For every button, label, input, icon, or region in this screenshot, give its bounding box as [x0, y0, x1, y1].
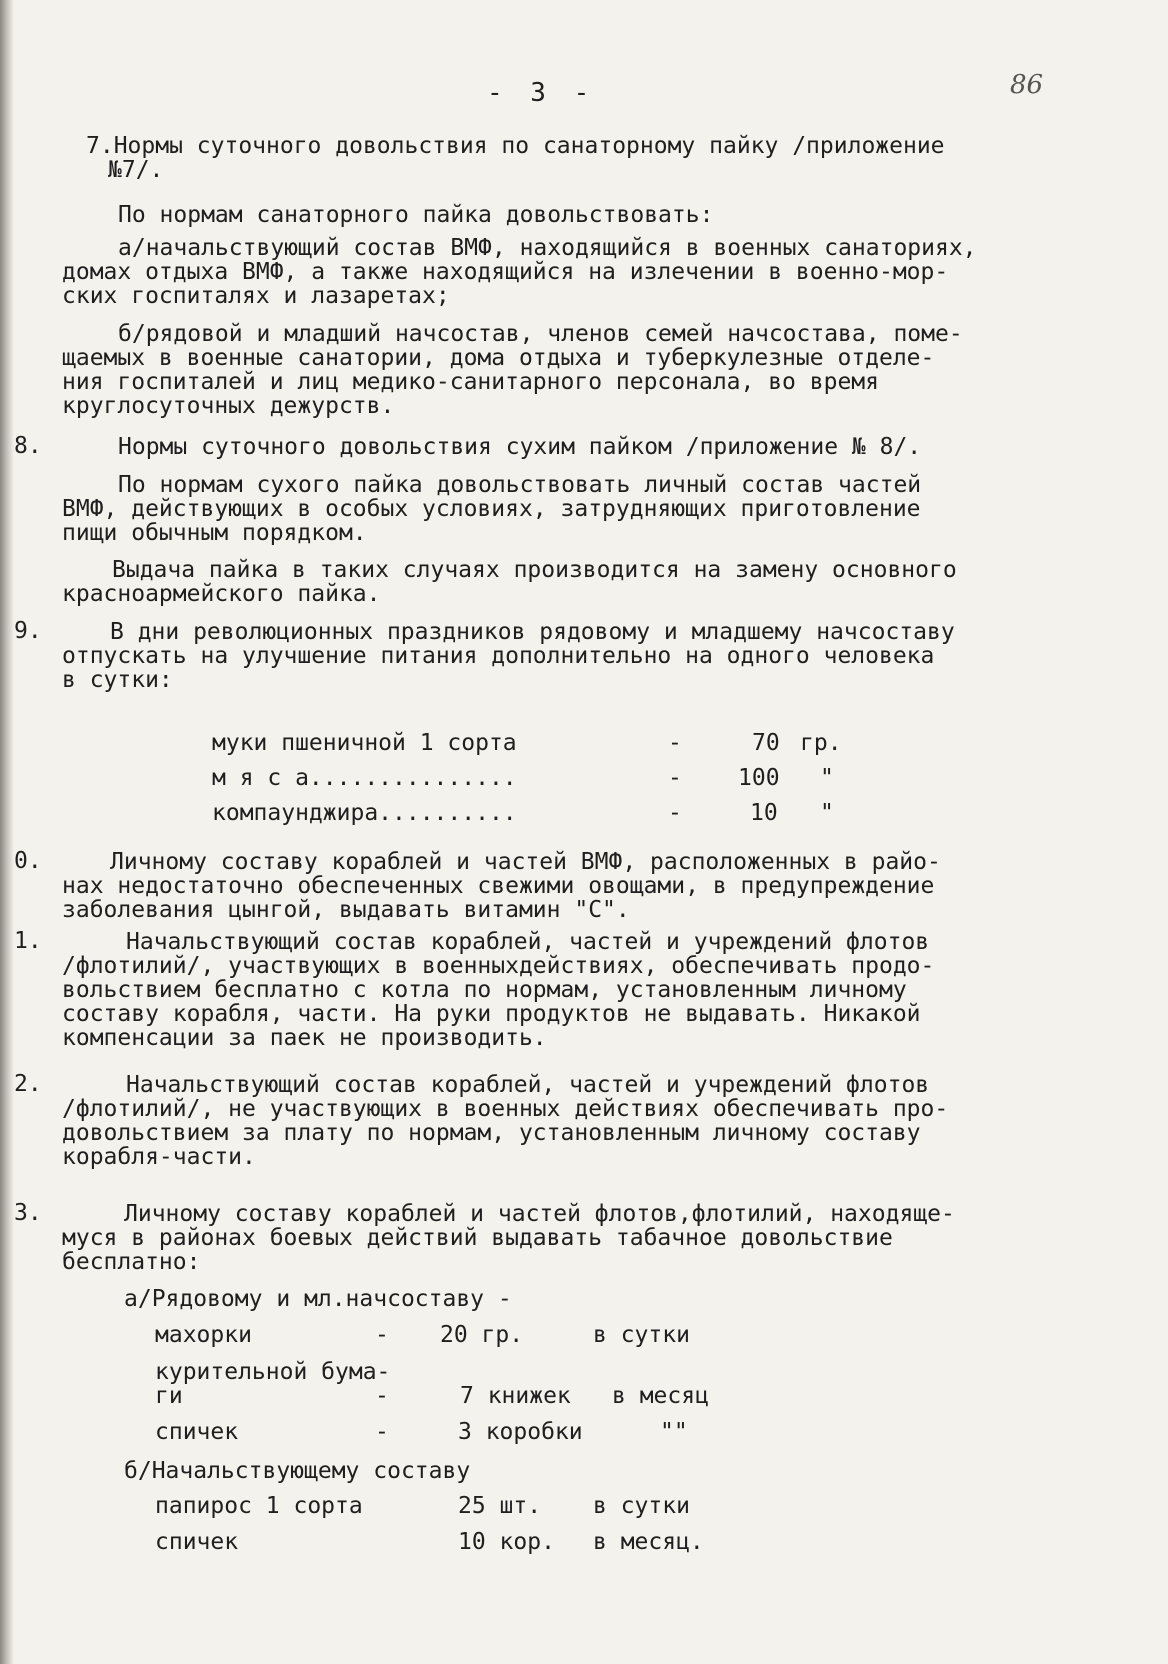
section-7-b-line-4: круглосуточных дежурств.: [62, 393, 395, 419]
item-unit: гр.: [800, 730, 842, 756]
section-11-line-2: /флотилий/, участвующих в военныхдействиях, обеспечивать продо-: [62, 953, 935, 979]
section-12-line-2: /флотилий/, не участвующих в военных действиях обеспечивать про-: [62, 1096, 949, 1122]
section-8-text-line-2: ВМФ, действующих в особых условиях, затрудняющих приготовление: [62, 496, 921, 522]
section-12-line-1: Начальствующий состав кораблей, частей и учреждений флотов: [126, 1072, 930, 1098]
section-10-line-1: Личному составу кораблей и частей ВМФ, расположенных в райо-: [110, 849, 941, 875]
item-name: курительной бума-: [155, 1359, 391, 1385]
section-7-title-line-1: 7.Нормы суточного довольствия по санаторному пайку /приложение: [86, 133, 945, 159]
section-11-number: 1.: [14, 928, 42, 954]
page-header: [0, 70, 1168, 112]
item-name: папирос 1 сорта: [155, 1493, 363, 1519]
section-12-number: 2.: [14, 1071, 42, 1097]
item-amount: 25 шт.: [458, 1493, 542, 1519]
item-name: муки пшеничной 1 сорта: [212, 730, 517, 756]
section-8-text2-line-1: Выдача пайка в таких случаях производится на замену основного: [112, 557, 957, 583]
item-amount: 10 кор.: [458, 1529, 555, 1555]
item-period: в сутки: [593, 1322, 690, 1348]
section-12-line-3: довольствием за плату по нормам, установленным личному составу: [62, 1120, 921, 1146]
item-qty: 70: [752, 730, 780, 756]
section-11-line-5: компенсации за паек не производить.: [62, 1025, 547, 1051]
item-qty: 100: [738, 765, 780, 791]
section-9-line-3: в сутки:: [62, 667, 173, 693]
item-dash: -: [375, 1322, 389, 1348]
item-unit: ": [820, 800, 834, 826]
item-period: в месяц.: [593, 1529, 704, 1555]
section-11-line-3: вольствием бесплатно с котла по нормам, установленным личному: [62, 977, 907, 1003]
item-name-continued: ги: [155, 1383, 183, 1409]
section-9-number: 9.: [14, 618, 42, 644]
section-8-number: 8.: [14, 433, 42, 459]
item-name: м я с а...............: [212, 765, 517, 791]
section-7-a-line-1: а/начальствующий состав ВМФ, находящийся в военных санаториях,: [118, 235, 977, 261]
section-13-line-2: муся в районах боевых действий выдавать табачное довольствие: [62, 1225, 893, 1251]
section-7-a-line-3: ских госпиталях и лазаретах;: [62, 283, 450, 309]
item-dash: -: [668, 800, 682, 826]
section-8-title: Нормы суточного довольствия сухим пайком /приложение № 8/.: [118, 434, 922, 460]
section-7-intro: По нормам санаторного пайка довольствовать:: [118, 202, 714, 228]
section-7-b-line-3: ния госпиталей и лиц медико-санитарного персонала, во время: [62, 369, 879, 395]
archive-sheet-number: 86: [1010, 70, 1044, 100]
section-7-a-line-2: домах отдыха ВМФ, а также находящийся на излечении в военно-мор-: [62, 259, 949, 285]
item-amount: 20 гр.: [440, 1322, 524, 1348]
section-13-number: 3.: [14, 1200, 42, 1226]
item-name: спичек: [155, 1529, 239, 1555]
section-7-b-line-2: щаемых в военные санатории, дома отдыха и туберкулезные отделе-: [62, 345, 935, 371]
item-dash: -: [375, 1419, 389, 1445]
binding-edge: [0, 0, 14, 1664]
item-amount: 7 книжек: [460, 1383, 571, 1409]
section-12-line-4: корабля-части.: [62, 1144, 256, 1170]
item-name: компаунджира..........: [212, 800, 517, 826]
section-10-line-2: нах недостаточно обеспеченных свежими овощами, в предупреждение: [62, 873, 935, 899]
item-dash: -: [668, 730, 682, 756]
item-unit: ": [820, 765, 834, 791]
item-period: в сутки: [593, 1493, 690, 1519]
item-dash: -: [375, 1383, 389, 1409]
item-name: махорки: [155, 1322, 252, 1348]
section-8-text2-line-2: красноармейского пайка.: [62, 581, 381, 607]
section-13-line-3: бесплатно:: [62, 1249, 201, 1275]
section-11-line-1: Начальствующий состав кораблей, частей и учреждений флотов: [126, 929, 930, 955]
item-name: спичек: [155, 1419, 239, 1445]
item-period: "": [660, 1419, 688, 1445]
section-10-line-3: заболевания цынгой, выдавать витамин "С".: [62, 897, 630, 923]
section-8-text-line-3: пищи обычным порядком.: [62, 520, 367, 546]
page-number: - 3 -: [487, 78, 596, 108]
tobacco-a-title: а/Рядовому и мл.начсоставу -: [124, 1286, 512, 1312]
item-period: в месяц: [612, 1383, 709, 1409]
section-9-line-1: В дни революционных праздников рядовому и младшему начсоставу: [110, 619, 955, 645]
item-qty: 10: [750, 800, 778, 826]
section-9-line-2: отпускать на улучшение питания дополнительно на одного человека: [62, 643, 935, 669]
section-11-line-4: составу корабля, части. На руки продуктов не выдавать. Никакой: [62, 1001, 921, 1027]
tobacco-b-title: б/Начальствующему составу: [124, 1458, 471, 1484]
section-7-title-line-2: №7/.: [108, 157, 164, 183]
section-10-number: 0.: [14, 848, 42, 874]
item-amount: 3 коробки: [458, 1419, 583, 1445]
section-7-b-line-1: б/рядовой и младший начсостав, членов семей начсостава, поме-: [118, 321, 963, 347]
section-13-line-1: Личному составу кораблей и частей флотов,флотилий, находяще-: [124, 1201, 955, 1227]
item-dash: -: [668, 765, 682, 791]
section-8-text-line-1: По нормам сухого пайка довольствовать личный состав частей: [118, 472, 922, 498]
